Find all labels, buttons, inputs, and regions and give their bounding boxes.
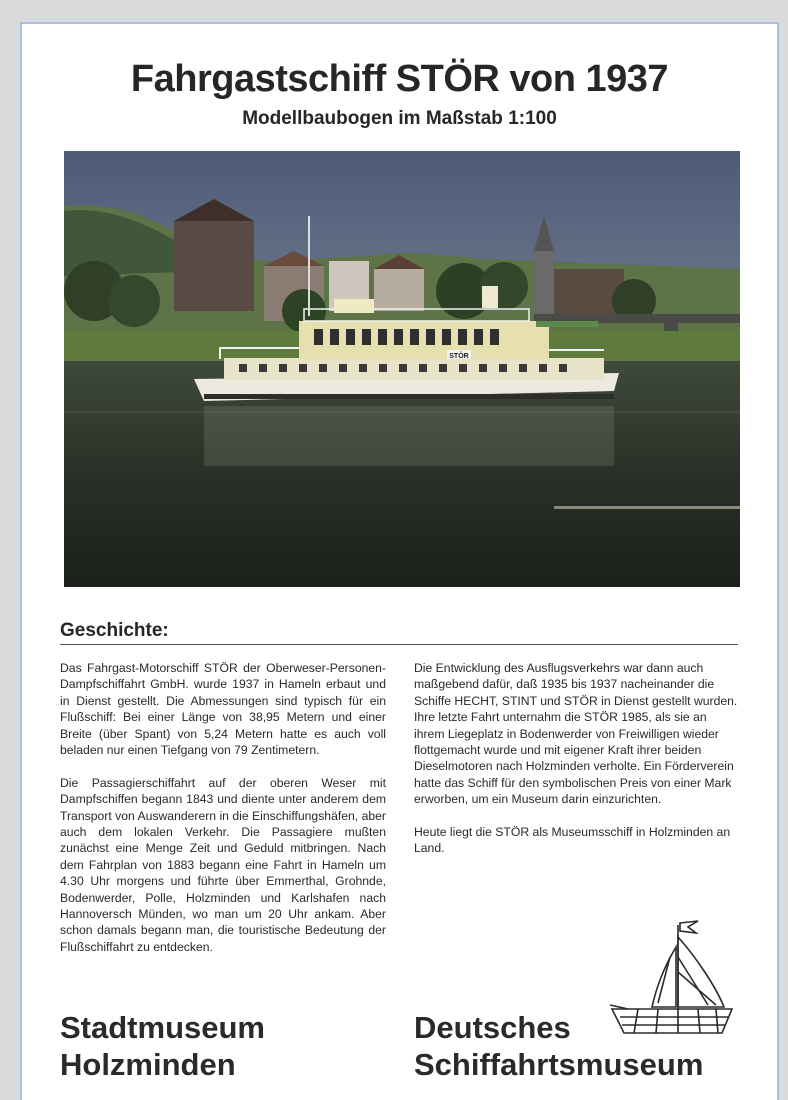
museum-name-line: Deutsches — [414, 1010, 571, 1045]
history-paragraph: Heute liegt die STÖR als Museumsschiff in Holzminden an Land. — [414, 825, 731, 856]
museum-name-line: Schiffahrtsmuseum — [414, 1047, 704, 1082]
museum-name-line: Stadtmuseum — [60, 1010, 265, 1045]
history-heading: Geschichte: — [60, 620, 169, 641]
history-right-column — [414, 660, 740, 873]
photo-ship-on-river-icon — [64, 151, 740, 587]
ship-photo — [64, 151, 740, 587]
history-paragraph: Die Entwicklung des Ausflugsverkehrs war dann auch maßgebend dafür, daß 1935 bis 1937 nacheinander die Schiffe HECHT, STINT und STÖR in Dienst gestellt wurden. Ihre letzte Fahrt unternahm die STÖR 1985, als sie an ihrem Liegeplatz in Bodenwerder von Freiwilligen wieder flottgemacht wurde und mit eigener Kraft ihrer beiden Dieselmotoren nach Holzminden verholte. Ein Förderverein hatte das Schiff für den symbolischen Preis von einer Mark erworben, um ein Museum darin einzurichten. — [414, 661, 738, 807]
page-subtitle: Modellbaubogen im Maßstab 1:100 — [242, 108, 557, 129]
page-title: Fahrgastschiff STÖR von 1937 — [130, 58, 669, 100]
heading-divider — [60, 644, 738, 645]
history-paragraph: Die Passagierschiffahrt auf der oberen Weser mit Dampfschiffen begann 1843 und diente unter anderem dem Transport von Auswanderern in die Einschiffungshäfen, aber auch dem lokalen Verkehr. Die Passagiere mußten zunächst eine Menge Zeit und Geduld mitbringen. Nach dem Fahrplan von 1883 begann eine Fahrt in Hameln um 4.30 Uhr morgens und führte über Emmerthal, Grohnde, Bodenwerder, Polle, Holzminden und Karlshafen nach Hannoversch Münden, wo man um 20 Uhr ankam. Aber schon damals begann man, die touristische Bedeutung der Flußschiffahrt zu entdecken. — [60, 775, 386, 954]
history-left-column — [60, 660, 386, 972]
poster-sheet — [20, 22, 779, 1100]
ship-name-plate: STÖR — [449, 353, 469, 360]
history-paragraph: Das Fahrgast-Motorschiff STÖR der Oberweser-Personen-Dampfschiffahrt GmbH. wurde 1937 in Hameln erbaut und in Dienst gestellt. Die Abmessungen sind typisch für ein Flußschiff: Bei einer Länge von 38,95 Metern und einer Breite (über Spant) von 5,24 Metern hatte es auch voll beladen nur einen Tiefgang von 79 Zentimetern. — [60, 661, 386, 758]
museum-name-line: Holzminden — [60, 1047, 236, 1082]
stadtmuseum-name — [60, 1009, 265, 1083]
sailing-ship-logo-icon — [608, 917, 736, 1043]
